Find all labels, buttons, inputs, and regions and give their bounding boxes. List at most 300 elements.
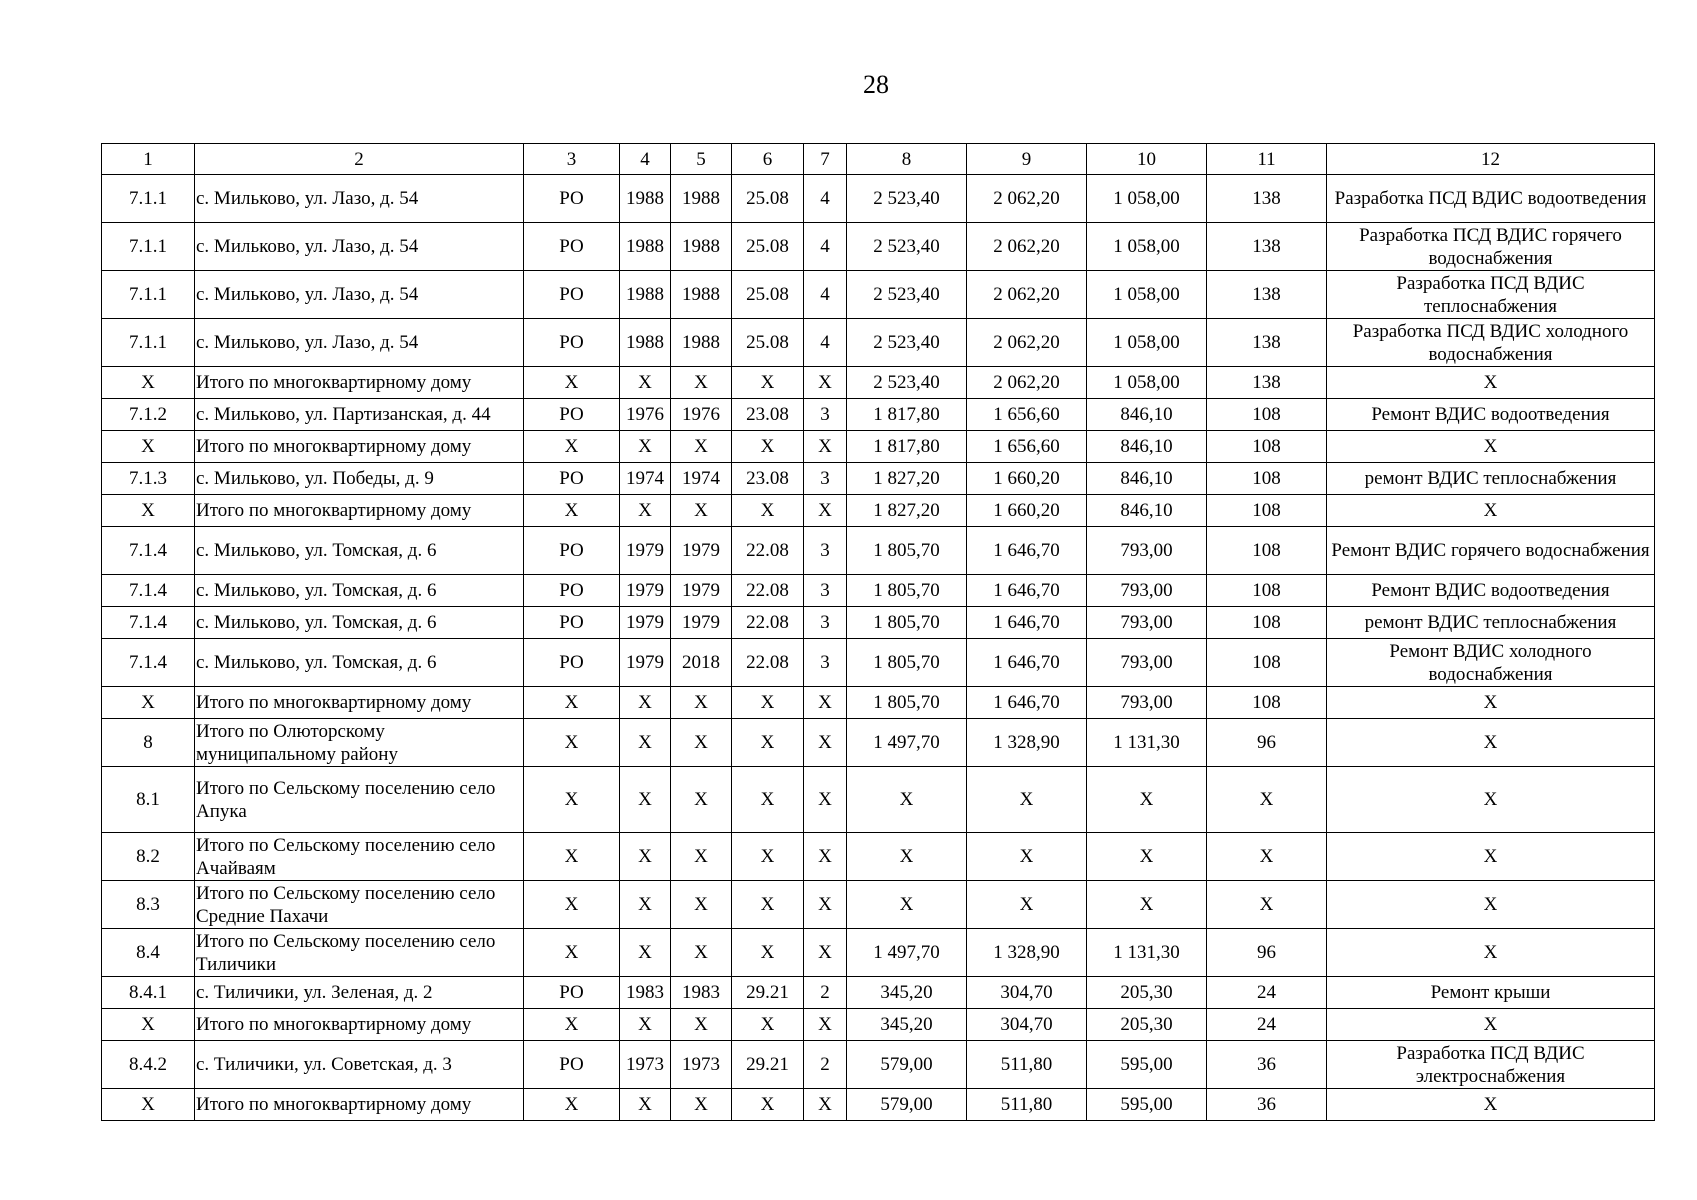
- table-cell: 793,00: [1087, 687, 1207, 719]
- table-cell: 22.08: [732, 527, 804, 575]
- table-cell: 29.21: [732, 1041, 804, 1089]
- table-cell: 25.08: [732, 319, 804, 367]
- table-cell: 7.1.4: [102, 575, 195, 607]
- table-row: [102, 929, 1655, 977]
- table-cell: 1988: [620, 319, 671, 367]
- table-cell: РО: [524, 977, 620, 1009]
- table-cell: Х: [671, 367, 732, 399]
- table-cell: 4: [804, 223, 847, 271]
- table-cell: РО: [524, 271, 620, 319]
- header-cell: 3: [524, 144, 620, 175]
- table-cell: 36: [1207, 1089, 1327, 1121]
- table-cell: Х: [1087, 881, 1207, 929]
- table-cell: Х: [1327, 367, 1655, 399]
- table-cell: 2 523,40: [847, 367, 967, 399]
- table-cell: Х: [732, 1089, 804, 1121]
- table-cell: Итого по многоквартирному дому: [195, 1009, 524, 1041]
- header-cell: 4: [620, 144, 671, 175]
- table-cell: 846,10: [1087, 495, 1207, 527]
- table-cell: 7.1.3: [102, 463, 195, 495]
- table-cell: 96: [1207, 719, 1327, 767]
- table-row: [102, 687, 1655, 719]
- table-cell: Х: [671, 881, 732, 929]
- table-cell: 2 523,40: [847, 271, 967, 319]
- table-cell: 1988: [620, 271, 671, 319]
- table-cell: 25.08: [732, 175, 804, 223]
- table-cell: 138: [1207, 271, 1327, 319]
- table-cell: Итого по многоквартирному дому: [195, 1089, 524, 1121]
- table-cell: 345,20: [847, 1009, 967, 1041]
- table-cell: 108: [1207, 607, 1327, 639]
- table-cell: 793,00: [1087, 527, 1207, 575]
- table-cell: с. Мильково, ул. Томская, д. 6: [195, 639, 524, 687]
- data-table: [101, 143, 1655, 1121]
- table-cell: Х: [732, 687, 804, 719]
- table-cell: 793,00: [1087, 575, 1207, 607]
- table-cell: Х: [732, 495, 804, 527]
- table-cell: 22.08: [732, 607, 804, 639]
- table-cell: 8.4: [102, 929, 195, 977]
- table-cell: ремонт ВДИС теплоснабжения: [1327, 607, 1655, 639]
- table-cell: 1 058,00: [1087, 367, 1207, 399]
- table-cell: 108: [1207, 431, 1327, 463]
- header-cell: 11: [1207, 144, 1327, 175]
- table-cell: 1 805,70: [847, 687, 967, 719]
- table-cell: с. Мильково, ул. Лазо, д. 54: [195, 223, 524, 271]
- table-cell: РО: [524, 575, 620, 607]
- table-cell: Х: [102, 687, 195, 719]
- table-cell: 3: [804, 527, 847, 575]
- table-cell: Х: [732, 833, 804, 881]
- table-cell: Х: [524, 929, 620, 977]
- table-cell: 4: [804, 271, 847, 319]
- table-cell: 8.2: [102, 833, 195, 881]
- table-cell: с. Мильково, ул. Томская, д. 6: [195, 527, 524, 575]
- table-cell: 846,10: [1087, 399, 1207, 431]
- table-row: [102, 1089, 1655, 1121]
- table-cell: 1974: [671, 463, 732, 495]
- table-cell: 7.1.4: [102, 607, 195, 639]
- table-cell: 595,00: [1087, 1041, 1207, 1089]
- table-cell: с. Мильково, ул. Лазо, д. 54: [195, 271, 524, 319]
- table-cell: Х: [671, 431, 732, 463]
- table-cell: 1 656,60: [967, 399, 1087, 431]
- table-cell: Х: [804, 431, 847, 463]
- table-cell: Х: [671, 687, 732, 719]
- table-cell: Х: [967, 833, 1087, 881]
- table-cell: 1 660,20: [967, 495, 1087, 527]
- table-cell: Итого по Сельскому поселению село Апука: [195, 767, 524, 833]
- table-cell: РО: [524, 175, 620, 223]
- table-cell: Х: [847, 833, 967, 881]
- table-cell: Х: [804, 929, 847, 977]
- table-cell: Х: [1327, 687, 1655, 719]
- table-row: [102, 607, 1655, 639]
- table-cell: Х: [1207, 833, 1327, 881]
- table-cell: 846,10: [1087, 463, 1207, 495]
- table-cell: с. Мильково, ул. Лазо, д. 54: [195, 319, 524, 367]
- table-cell: Х: [671, 495, 732, 527]
- table-cell: РО: [524, 463, 620, 495]
- table-cell: 24: [1207, 977, 1327, 1009]
- table-cell: Х: [620, 767, 671, 833]
- table-cell: 1988: [671, 223, 732, 271]
- table-cell: Х: [620, 719, 671, 767]
- table-cell: 1979: [671, 575, 732, 607]
- table-cell: Х: [1327, 929, 1655, 977]
- table-cell: 595,00: [1087, 1089, 1207, 1121]
- table-cell: Разработка ПСД ВДИС электроснабжения: [1327, 1041, 1655, 1089]
- table-cell: Х: [847, 767, 967, 833]
- table-row: [102, 977, 1655, 1009]
- table-cell: РО: [524, 607, 620, 639]
- table-row: [102, 271, 1655, 319]
- table-cell: 8.3: [102, 881, 195, 929]
- page-number: 28: [863, 70, 889, 99]
- table-cell: Итого по многоквартирному дому: [195, 431, 524, 463]
- table-cell: 23.08: [732, 463, 804, 495]
- table-row: [102, 1041, 1655, 1089]
- table-cell: 2018: [671, 639, 732, 687]
- table-cell: 1 817,80: [847, 431, 967, 463]
- table-cell: 1979: [671, 527, 732, 575]
- table-cell: 511,80: [967, 1041, 1087, 1089]
- table-cell: 1 058,00: [1087, 319, 1207, 367]
- header-cell: 12: [1327, 144, 1655, 175]
- header-cell: 5: [671, 144, 732, 175]
- table-row: [102, 1009, 1655, 1041]
- table-cell: Х: [524, 881, 620, 929]
- table-cell: Х: [102, 431, 195, 463]
- table-cell: 108: [1207, 575, 1327, 607]
- table-cell: 1988: [620, 223, 671, 271]
- table-cell: 8.4.2: [102, 1041, 195, 1089]
- table-cell: 1979: [620, 575, 671, 607]
- header-cell: 8: [847, 144, 967, 175]
- table-cell: 345,20: [847, 977, 967, 1009]
- table-cell: 22.08: [732, 575, 804, 607]
- table-cell: Х: [1327, 1089, 1655, 1121]
- table-cell: 7.1.1: [102, 223, 195, 271]
- table-cell: 205,30: [1087, 977, 1207, 1009]
- table-cell: Х: [1327, 1009, 1655, 1041]
- table-row: [102, 367, 1655, 399]
- table-cell: 25.08: [732, 271, 804, 319]
- table-cell: с. Мильково, ул. Победы, д. 9: [195, 463, 524, 495]
- table-cell: 2 062,20: [967, 367, 1087, 399]
- table-cell: 1 805,70: [847, 575, 967, 607]
- table-cell: 1974: [620, 463, 671, 495]
- table-cell: Х: [1327, 719, 1655, 767]
- table-cell: ремонт ВДИС теплоснабжения: [1327, 463, 1655, 495]
- table-cell: Итого по Сельскому поселению село Ачайваям: [195, 833, 524, 881]
- table-cell: 108: [1207, 463, 1327, 495]
- table-cell: 1 058,00: [1087, 271, 1207, 319]
- table-cell: Х: [804, 881, 847, 929]
- table-cell: РО: [524, 223, 620, 271]
- table-cell: 1973: [620, 1041, 671, 1089]
- table-cell: Х: [732, 431, 804, 463]
- table-cell: 1976: [671, 399, 732, 431]
- table-cell: Х: [620, 881, 671, 929]
- table-cell: РО: [524, 319, 620, 367]
- table-cell: 7.1.1: [102, 175, 195, 223]
- table-cell: Х: [671, 767, 732, 833]
- table-cell: Х: [102, 1089, 195, 1121]
- table-cell: 8.1: [102, 767, 195, 833]
- table-cell: 138: [1207, 367, 1327, 399]
- table-cell: Х: [804, 1089, 847, 1121]
- table-cell: Х: [804, 495, 847, 527]
- table-row: [102, 639, 1655, 687]
- table-cell: Х: [102, 1009, 195, 1041]
- table-cell: 3: [804, 399, 847, 431]
- table-cell: 1 328,90: [967, 719, 1087, 767]
- table-cell: 25.08: [732, 223, 804, 271]
- table-row: [102, 527, 1655, 575]
- table-cell: Ремонт ВДИС холодного водоснабжения: [1327, 639, 1655, 687]
- table-cell: Х: [671, 929, 732, 977]
- table-cell: Х: [524, 431, 620, 463]
- table-cell: 1 817,80: [847, 399, 967, 431]
- table-cell: Х: [620, 431, 671, 463]
- table-cell: 108: [1207, 495, 1327, 527]
- table-cell: Х: [524, 767, 620, 833]
- table-cell: с. Тиличики, ул. Советская, д. 3: [195, 1041, 524, 1089]
- table-cell: 2 523,40: [847, 319, 967, 367]
- table-row: [102, 495, 1655, 527]
- table-cell: 7.1.1: [102, 271, 195, 319]
- table-cell: 22.08: [732, 639, 804, 687]
- table-cell: 2 062,20: [967, 319, 1087, 367]
- table-cell: Разработка ПСД ВДИС водоотведения: [1327, 175, 1655, 223]
- table-cell: Х: [1087, 767, 1207, 833]
- table-cell: 138: [1207, 175, 1327, 223]
- table-cell: 1976: [620, 399, 671, 431]
- table-cell: 1983: [671, 977, 732, 1009]
- table-cell: 7.1.1: [102, 319, 195, 367]
- table-cell: Х: [967, 881, 1087, 929]
- table-row: [102, 881, 1655, 929]
- table-cell: Х: [1207, 881, 1327, 929]
- table-cell: 7.1.4: [102, 527, 195, 575]
- table-cell: РО: [524, 399, 620, 431]
- table-cell: с. Мильково, ул. Партизанская, д. 44: [195, 399, 524, 431]
- table-cell: Х: [524, 367, 620, 399]
- table-cell: 1 660,20: [967, 463, 1087, 495]
- table-header-row: [102, 144, 1655, 175]
- table-cell: 2: [804, 1041, 847, 1089]
- table-cell: Х: [524, 1089, 620, 1121]
- table-cell: Х: [732, 881, 804, 929]
- table-cell: с. Мильково, ул. Лазо, д. 54: [195, 175, 524, 223]
- table-cell: 4: [804, 319, 847, 367]
- table-cell: РО: [524, 639, 620, 687]
- table-cell: 2: [804, 977, 847, 1009]
- table-cell: 29.21: [732, 977, 804, 1009]
- table-cell: Х: [1207, 767, 1327, 833]
- table-cell: 36: [1207, 1041, 1327, 1089]
- table-row: [102, 223, 1655, 271]
- table-cell: Итого по многоквартирному дому: [195, 495, 524, 527]
- table-cell: 138: [1207, 223, 1327, 271]
- table-cell: 793,00: [1087, 607, 1207, 639]
- table-cell: Х: [732, 1009, 804, 1041]
- table-cell: Х: [1327, 881, 1655, 929]
- table-cell: Х: [620, 929, 671, 977]
- table-cell: 1988: [620, 175, 671, 223]
- header-cell: 2: [195, 144, 524, 175]
- table-cell: Х: [620, 833, 671, 881]
- table-cell: Разработка ПСД ВДИС горячего водоснабжения: [1327, 223, 1655, 271]
- table-cell: 1 827,20: [847, 495, 967, 527]
- table-row: [102, 399, 1655, 431]
- table-cell: РО: [524, 1041, 620, 1089]
- table-cell: 7.1.4: [102, 639, 195, 687]
- table-cell: Ремонт ВДИС водоотведения: [1327, 575, 1655, 607]
- table-cell: Разработка ПСД ВДИС теплоснабжения: [1327, 271, 1655, 319]
- table-cell: 3: [804, 639, 847, 687]
- header-cell: 1: [102, 144, 195, 175]
- table-cell: РО: [524, 527, 620, 575]
- table-cell: Х: [804, 767, 847, 833]
- table-cell: 1 805,70: [847, 527, 967, 575]
- table-cell: 1 805,70: [847, 607, 967, 639]
- table-row: [102, 575, 1655, 607]
- table-cell: Х: [524, 719, 620, 767]
- table-cell: 1979: [620, 527, 671, 575]
- table-cell: с. Мильково, ул. Томская, д. 6: [195, 607, 524, 639]
- table-cell: Х: [732, 767, 804, 833]
- table-cell: 96: [1207, 929, 1327, 977]
- table-cell: 3: [804, 575, 847, 607]
- table-cell: 1988: [671, 175, 732, 223]
- table-row: [102, 319, 1655, 367]
- table-cell: Итого по Олюторскому муниципальному району: [195, 719, 524, 767]
- table-cell: Ремонт ВДИС водоотведения: [1327, 399, 1655, 431]
- header-cell: 10: [1087, 144, 1207, 175]
- table-cell: Х: [671, 719, 732, 767]
- table-cell: 1 827,20: [847, 463, 967, 495]
- table-cell: 1 646,70: [967, 607, 1087, 639]
- table-cell: Х: [1327, 833, 1655, 881]
- table-cell: Х: [620, 367, 671, 399]
- table-cell: 1 497,70: [847, 719, 967, 767]
- table-cell: Х: [804, 687, 847, 719]
- table-cell: Х: [620, 495, 671, 527]
- table-cell: Х: [102, 367, 195, 399]
- table-cell: Итого по Сельскому поселению село Средние Пахачи: [195, 881, 524, 929]
- table-row: [102, 833, 1655, 881]
- table-cell: Разработка ПСД ВДИС холодного водоснабжения: [1327, 319, 1655, 367]
- table-cell: 2 062,20: [967, 175, 1087, 223]
- table-cell: с. Мильково, ул. Томская, д. 6: [195, 575, 524, 607]
- table-cell: Х: [732, 719, 804, 767]
- table-cell: 108: [1207, 687, 1327, 719]
- table-row: [102, 463, 1655, 495]
- table-cell: Х: [1327, 495, 1655, 527]
- table-cell: 1 646,70: [967, 687, 1087, 719]
- header-cell: 9: [967, 144, 1087, 175]
- table-cell: Х: [804, 1009, 847, 1041]
- table-cell: 1 646,70: [967, 527, 1087, 575]
- table-cell: 1 328,90: [967, 929, 1087, 977]
- table-cell: 4: [804, 175, 847, 223]
- table-cell: Х: [1327, 431, 1655, 463]
- table-cell: 1 131,30: [1087, 929, 1207, 977]
- table-cell: 1979: [620, 607, 671, 639]
- table-cell: Х: [620, 1089, 671, 1121]
- table-cell: 8.4.1: [102, 977, 195, 1009]
- table-cell: 205,30: [1087, 1009, 1207, 1041]
- table-cell: Х: [671, 1089, 732, 1121]
- table-cell: 304,70: [967, 977, 1087, 1009]
- table-cell: Ремонт ВДИС горячего водоснабжения: [1327, 527, 1655, 575]
- table-cell: Х: [1087, 833, 1207, 881]
- table-cell: 1 656,60: [967, 431, 1087, 463]
- table-cell: 108: [1207, 639, 1327, 687]
- table-cell: Х: [967, 767, 1087, 833]
- table-cell: Х: [524, 495, 620, 527]
- table-cell: Х: [524, 833, 620, 881]
- header-cell: 6: [732, 144, 804, 175]
- table-cell: Итого по многоквартирному дому: [195, 367, 524, 399]
- table-cell: 2 523,40: [847, 175, 967, 223]
- table-row: [102, 719, 1655, 767]
- table-cell: Х: [847, 881, 967, 929]
- table-cell: Х: [732, 367, 804, 399]
- table-cell: 1979: [620, 639, 671, 687]
- table-cell: Х: [671, 833, 732, 881]
- table-cell: Х: [804, 367, 847, 399]
- table-cell: Х: [524, 1009, 620, 1041]
- table-cell: 1 058,00: [1087, 223, 1207, 271]
- table-cell: 23.08: [732, 399, 804, 431]
- table-cell: Х: [620, 1009, 671, 1041]
- table-cell: 1979: [671, 607, 732, 639]
- table-cell: Х: [620, 687, 671, 719]
- table-cell: 1 805,70: [847, 639, 967, 687]
- table-row: [102, 431, 1655, 463]
- table-cell: Ремонт крыши: [1327, 977, 1655, 1009]
- table-cell: 579,00: [847, 1089, 967, 1121]
- table-cell: 3: [804, 463, 847, 495]
- table-cell: 304,70: [967, 1009, 1087, 1041]
- table-cell: 1973: [671, 1041, 732, 1089]
- table-cell: Х: [524, 687, 620, 719]
- table-cell: Х: [732, 929, 804, 977]
- table-cell: 2 062,20: [967, 271, 1087, 319]
- table-cell: 1 497,70: [847, 929, 967, 977]
- table-cell: 1983: [620, 977, 671, 1009]
- table-cell: Х: [804, 833, 847, 881]
- table-cell: 108: [1207, 527, 1327, 575]
- table-cell: 1988: [671, 319, 732, 367]
- header-cell: 7: [804, 144, 847, 175]
- table-cell: 511,80: [967, 1089, 1087, 1121]
- table-cell: 1 058,00: [1087, 175, 1207, 223]
- table-cell: 8: [102, 719, 195, 767]
- table-cell: 3: [804, 607, 847, 639]
- table-cell: Итого по многоквартирному дому: [195, 687, 524, 719]
- table-cell: 2 062,20: [967, 223, 1087, 271]
- table-cell: Х: [804, 719, 847, 767]
- table-cell: 2 523,40: [847, 223, 967, 271]
- table-cell: 1988: [671, 271, 732, 319]
- table-cell: 1 131,30: [1087, 719, 1207, 767]
- table-cell: 1 646,70: [967, 639, 1087, 687]
- table-cell: 793,00: [1087, 639, 1207, 687]
